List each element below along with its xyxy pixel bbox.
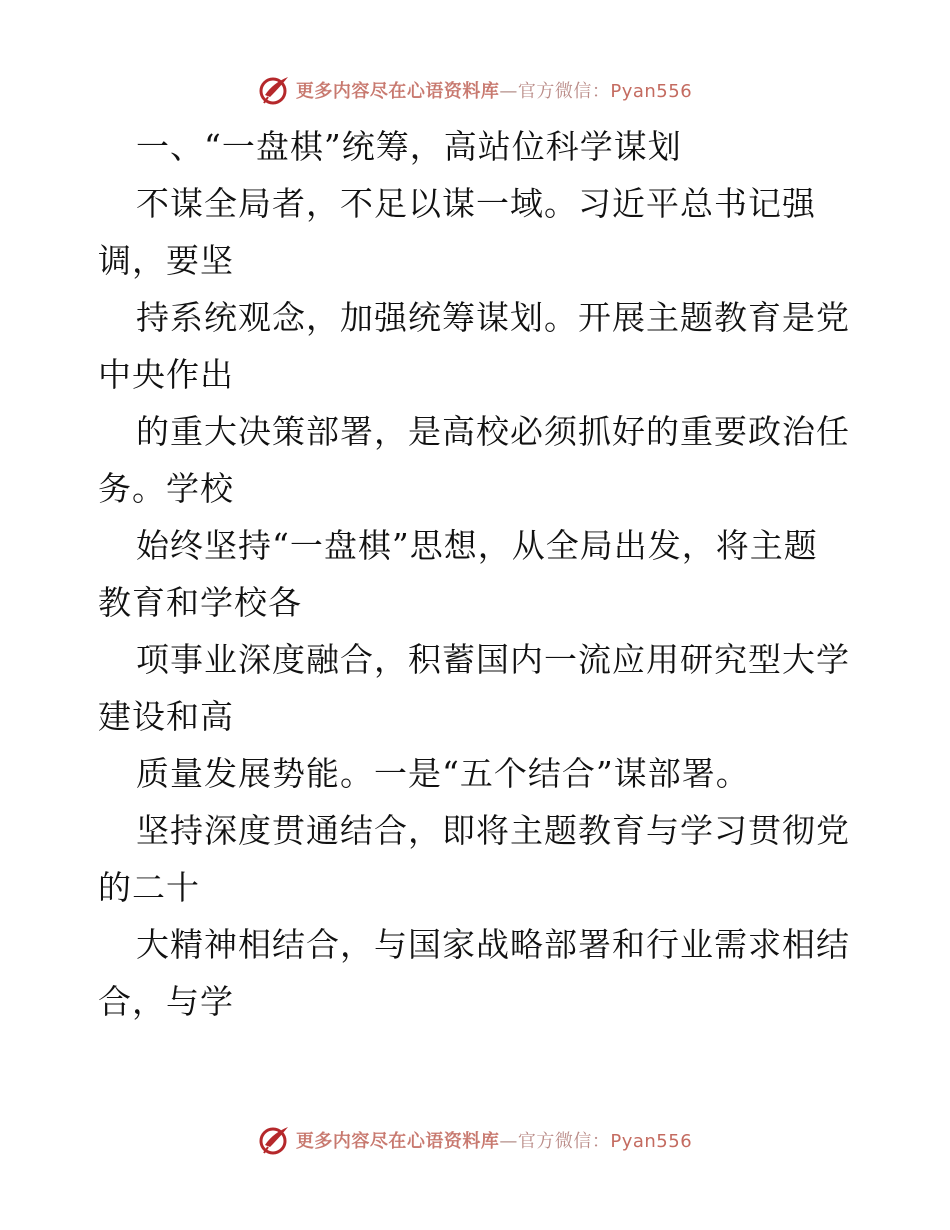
banner-dash: —: [499, 81, 518, 102]
text-line: 始终坚持“一盘棋”思想，从全局出发，将主题: [136, 526, 818, 565]
text-line: 大精神相结合，与国家战略部署和行业需求相结: [136, 925, 850, 964]
banner-text: [296, 1127, 692, 1153]
banner-main-text: 更多内容尽在心语资料库: [295, 1131, 500, 1152]
text-line: 合，与学: [98, 982, 234, 1021]
banner-wechat-id: Pyan556: [610, 81, 693, 102]
text-line: 不谋全局者，不足以谋一域。习近平总书记强: [136, 184, 816, 223]
quill-logo-icon: [258, 1123, 292, 1157]
text-line: 中央作出: [98, 355, 234, 394]
text-line: 教育和学校各: [98, 583, 302, 622]
banner-wechat-label: 官方微信：: [517, 1131, 611, 1152]
banner-dash: —: [499, 1131, 518, 1152]
text-line: 坚持深度贯通结合，即将主题教育与学习贯彻党: [136, 811, 850, 850]
text-line: 建设和高: [98, 697, 234, 736]
quill-logo-icon: [258, 73, 292, 107]
document-body: [98, 118, 858, 1030]
text-line: 调，要坚: [98, 241, 234, 280]
text-line: 持系统观念，加强统筹谋划。开展主题教育是党: [136, 298, 850, 337]
banner-text: [296, 77, 692, 103]
text-line: 务。学校: [98, 469, 234, 508]
banner-wechat-label: 官方微信：: [517, 81, 611, 102]
section-heading: 一、“一盘棋”统筹，高站位科学谋划: [136, 127, 682, 166]
text-line: 的二十: [98, 868, 200, 907]
text-line: 的重大决策部署，是高校必须抓好的重要政治任: [136, 412, 850, 451]
header-banner: [0, 70, 950, 110]
banner-main-text: 更多内容尽在心语资料库: [295, 81, 500, 102]
banner-wechat-id: Pyan556: [610, 1131, 693, 1152]
text-line: 项事业深度融合，积蓄国内一流应用研究型大学: [136, 640, 850, 679]
footer-banner: [0, 1120, 950, 1160]
text-line: 质量发展势能。一是“五个结合”谋部署。: [136, 754, 750, 793]
